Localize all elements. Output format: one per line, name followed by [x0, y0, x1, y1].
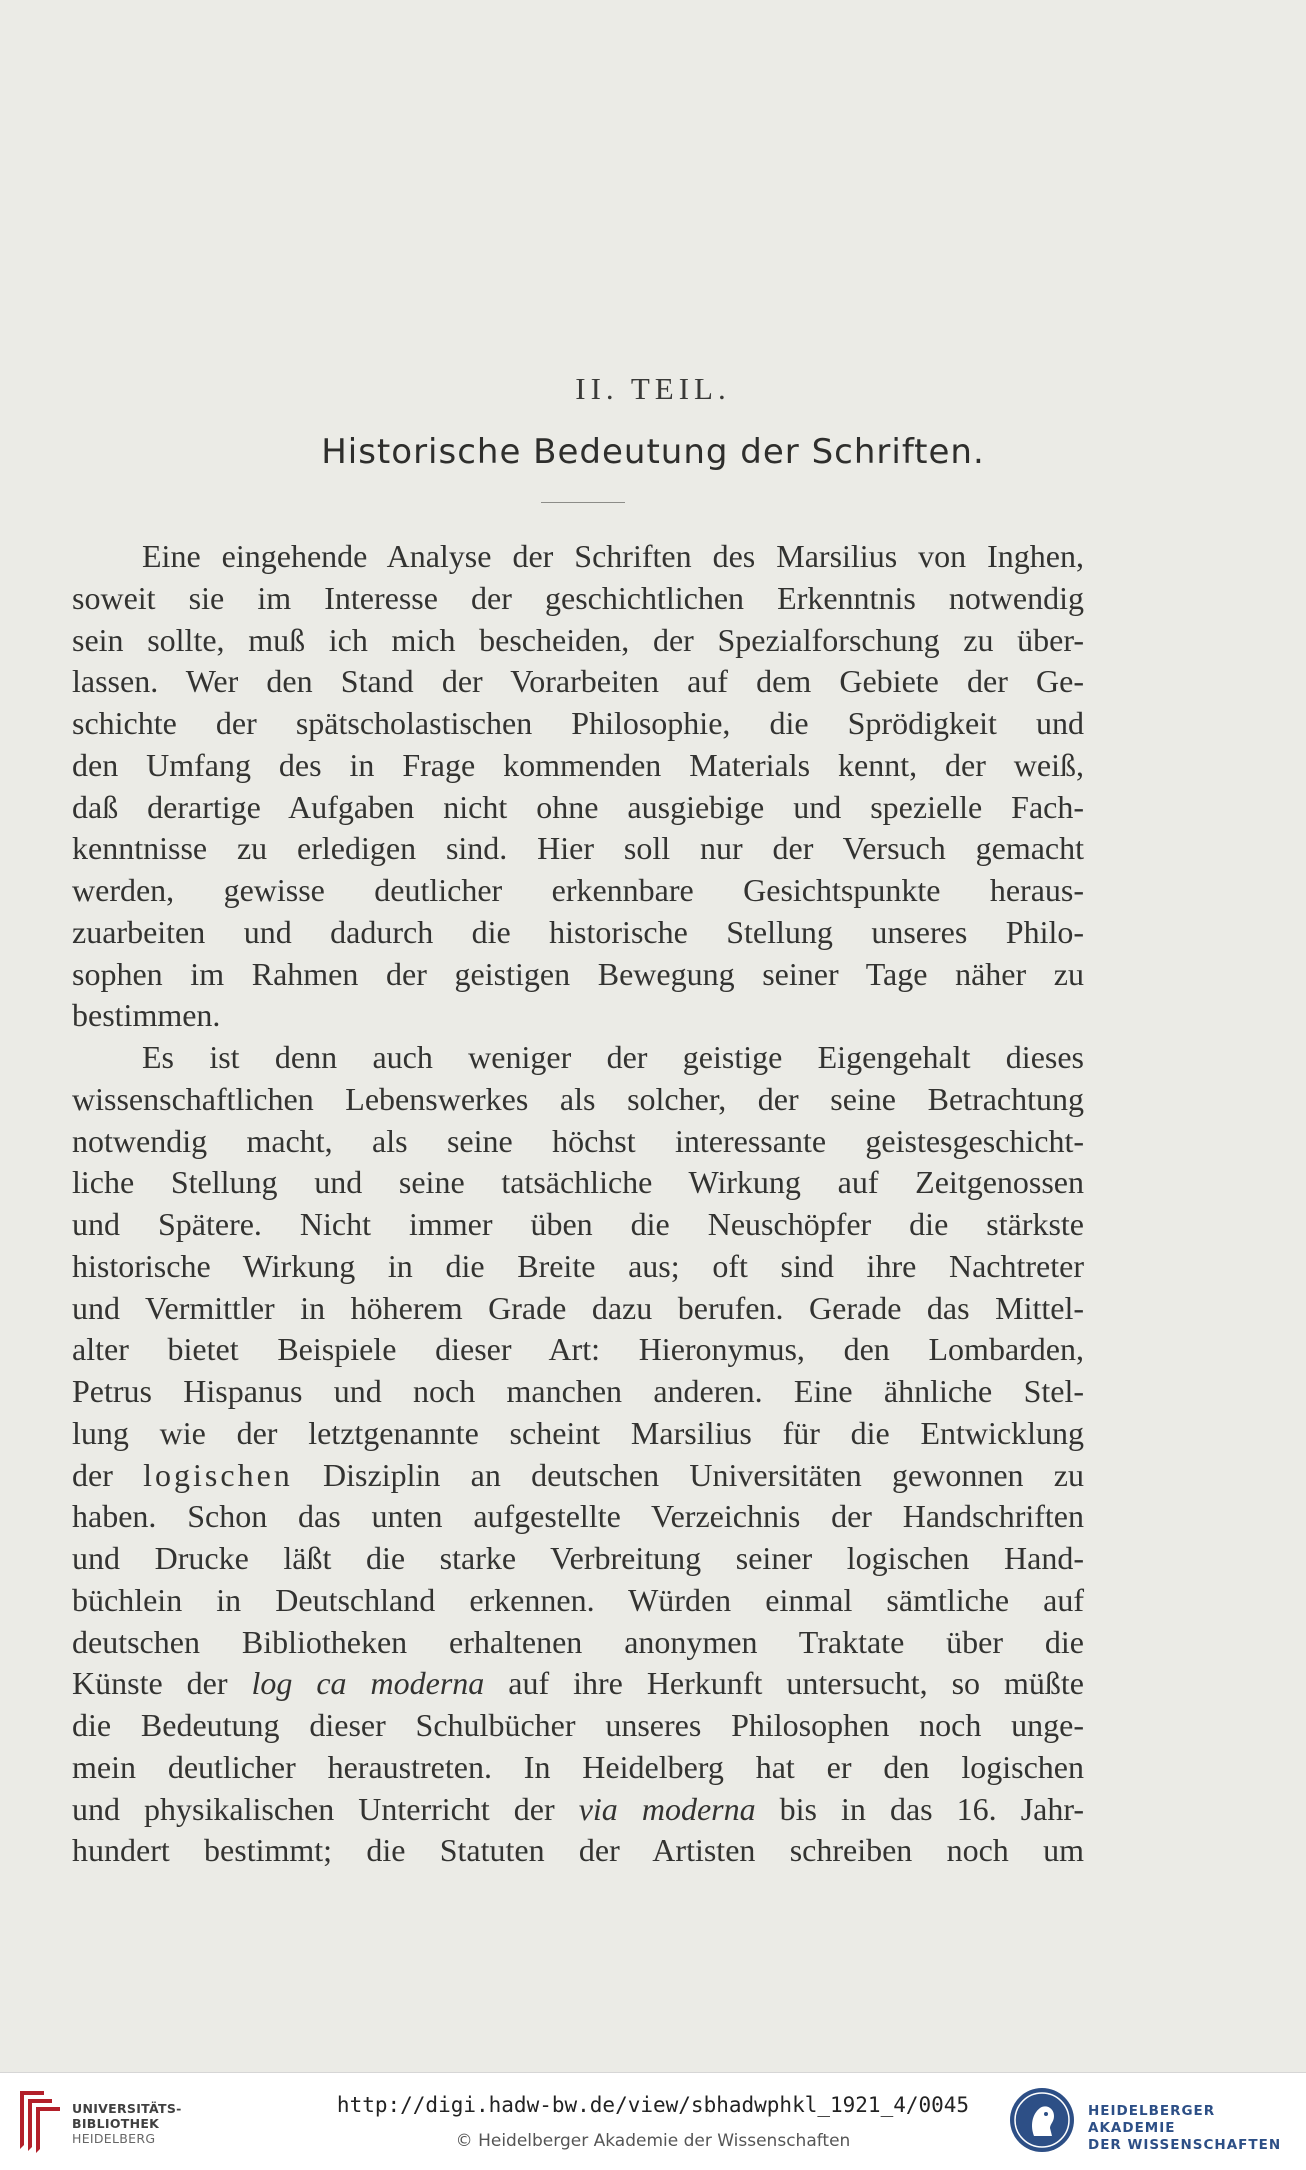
section-title: Historische Bedeutung der Schriften.: [321, 432, 985, 472]
text-line: lassen. Wer den Stand der Vorarbeiten auf dem Gebiete der Ge-: [72, 663, 1084, 700]
italic-term: log ca moderna: [251, 1665, 485, 1702]
text-line: bestimmen.: [72, 997, 221, 1034]
academy-name[interactable]: [1088, 2103, 1306, 2154]
permalink-url[interactable]: http://digi.hadw-bw.de/view/sbhadwphkl_1921_4/0045: [336, 2093, 970, 2117]
text-line: [72, 1789, 1084, 1831]
text-line: deutschen Bibliotheken erhaltenen anonymen Traktate über die: [72, 1623, 1084, 1660]
text-line: hundert bestimmt; die Statuten der Artisten schreiben noch um: [72, 1832, 1084, 1869]
text-line: und Vermittler in höherem Grade dazu berufen. Gerade das Mittel-: [72, 1289, 1084, 1326]
heading-divider: [541, 502, 625, 503]
text-line: und Drucke läßt die starke Verbreitung seiner logischen Hand-: [72, 1540, 1084, 1576]
text-line: Petrus Hispanus und noch manchen anderen. Eine ähnliche Stel-: [72, 1373, 1084, 1409]
copyright-notice: © Heidelberger Akademie der Wissenschaften: [455, 2131, 851, 2151]
body-text: [72, 536, 1084, 1872]
text-segment: Künste der: [72, 1665, 252, 1702]
text-segment: der: [72, 1456, 144, 1493]
text-line: Eine eingehende Analyse der Schriften des Marsilius von Inghen,: [142, 538, 1084, 574]
text-segment: bis in das 16. Jahr-: [755, 1790, 1085, 1827]
text-line: daß derartige Aufgaben nicht ohne ausgiebige und spezielle Fach-: [72, 788, 1084, 825]
academy-line-1: HEIDELBERGER AKADEMIE: [1088, 2103, 1216, 2136]
text-line: die Bedeutung dieser Schulbücher unseres Philosophen noch unge-: [72, 1707, 1084, 1743]
text-line: alter bietet Beispiele dieser Art: Hieronymus, den Lombarden,: [72, 1331, 1084, 1368]
text-line: lung wie der letztgenannte scheint Marsilius für die Entwicklung: [72, 1414, 1084, 1451]
text-line: notwendig macht, als seine höchst interessante geistesgeschicht-: [72, 1122, 1084, 1159]
text-line: [72, 1663, 1084, 1705]
academy-seal-icon[interactable]: [1008, 2086, 1076, 2154]
text-line: mein deutlicher heraustreten. In Heidelberg hat er den logischen: [72, 1748, 1084, 1785]
text-line: schichte der spätscholastischen Philosophie, die Sprödigkeit und: [72, 705, 1084, 741]
text-line: haben. Schon das unten aufgestellte Verzeichnis der Handschriften: [72, 1498, 1084, 1535]
text-line: soweit sie im Interesse der geschichtlichen Erkenntnis notwendig: [72, 579, 1084, 616]
text-segment: und physikalischen Unterricht der: [72, 1790, 579, 1827]
text-line: werden, gewisse deutlicher erkennbare Gesichtspunkte heraus-: [72, 872, 1084, 908]
text-segment: auf ihre Herkunft untersucht, so müßte: [484, 1665, 1084, 1702]
text-line: den Umfang des in Frage kommenden Materials kennt, der weiß,: [72, 746, 1084, 783]
emphasized-term: logischen: [143, 1456, 293, 1493]
academy-line-2: DER WISSENSCHAFTEN: [1088, 2137, 1282, 2153]
library-line-1: UNIVERSITÄTS-: [72, 2101, 182, 2116]
library-line-2: BIBLIOTHEK: [72, 2116, 160, 2131]
text-line: sophen im Rahmen der geistigen Bewegung seiner Tage näher zu: [72, 955, 1084, 992]
part-heading: II. TEIL.: [575, 371, 731, 406]
text-line: historische Wirkung in die Breite aus; oft sind ihre Nachtreter: [72, 1247, 1084, 1284]
text-line: wissenschaftlichen Lebenswerkes als solcher, der seine Betrachtung: [72, 1080, 1084, 1117]
text-line: [72, 1455, 1084, 1497]
text-line: zuarbeiten und dadurch die historische Stellung unseres Philo-: [72, 913, 1084, 950]
library-line-3: HEIDELBERG: [72, 2131, 156, 2146]
text-line: liche Stellung und seine tatsächliche Wirkung auf Zeitgenossen: [72, 1164, 1084, 1201]
text-segment: Disziplin an deutschen Universitäten gewonnen zu: [292, 1456, 1085, 1493]
text-line: sein sollte, muß ich mich bescheiden, der Spezialforschung zu über-: [72, 621, 1084, 658]
text-line: kenntnisse zu erledigen sind. Hier soll nur der Versuch gemacht: [72, 830, 1084, 867]
text-line: büchlein in Deutschland erkennen. Würden einmal sämtliche auf: [72, 1581, 1084, 1618]
text-line: Es ist denn auch weniger der geistige Eigengehalt dieses: [142, 1039, 1084, 1075]
footer-bar: [0, 2072, 1306, 2170]
italic-term: via moderna: [578, 1790, 756, 1827]
text-line: und Spätere. Nicht immer üben die Neuschöpfer die stärkste: [72, 1206, 1084, 1242]
